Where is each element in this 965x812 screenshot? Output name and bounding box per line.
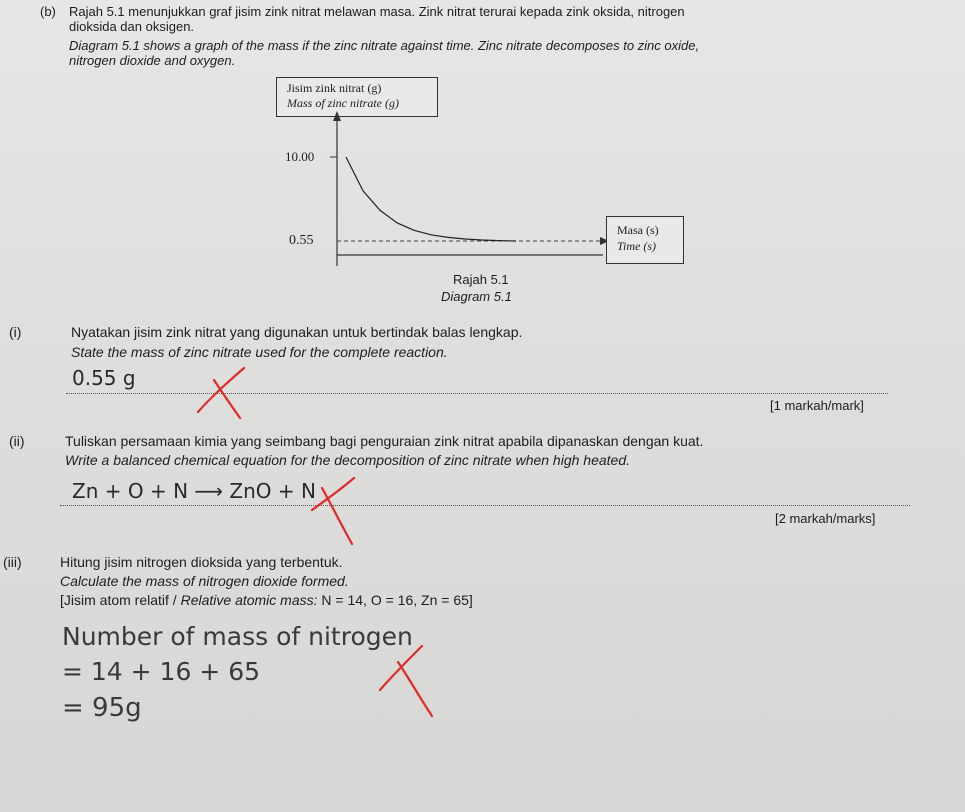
- working-line-2: = 14 + 16 + 65: [62, 657, 261, 686]
- question-i-malay: Nyatakan jisim zink nitrat yang digunakan untuk bertindak balas lengkap.: [71, 324, 523, 340]
- tick-label-top: 10.00: [285, 149, 315, 164]
- tick-label-bottom: 0.55: [289, 233, 314, 248]
- intro-english-line2: nitrogen dioxide and oxygen.: [69, 53, 236, 68]
- x-axis-label-malay: Masa (s): [617, 223, 659, 237]
- red-cross-iii-icon: [380, 646, 432, 716]
- marks-i: [1 markah/mark]: [770, 398, 864, 413]
- question-i-english: State the mass of zinc nitrate used for the complete reaction.: [71, 344, 448, 360]
- answer-ii-handwritten: Zn + O + N ⟶ ZnO + N: [72, 479, 316, 503]
- y-axis-label-english: Mass of zinc nitrate (g): [287, 96, 399, 110]
- caption-english: Diagram 5.1: [441, 289, 512, 304]
- intro-malay: Rajah 5.1 menunjukkan graf jisim zink nitrat melawan masa. Zink nitrat terurai kepada zink oksida, nitrogen: [69, 4, 685, 19]
- ram-prefix: [Jisim atom relatif /: [60, 592, 181, 608]
- question-ii-malay: Tuliskan persamaan kimia yang seimbang bagi penguraian zink nitrat apabila dipanaskan dengan kuat.: [65, 433, 704, 449]
- y-axis-label-malay: Jisim zink nitrat (g): [287, 81, 382, 95]
- ram-values: N = 14, O = 16, Zn = 65]: [317, 592, 473, 608]
- question-number-b: (b): [40, 4, 56, 19]
- red-cross-i-icon: [198, 368, 244, 418]
- x-axis-label-english: Time (s): [617, 239, 656, 253]
- question-iii-number: (iii): [3, 554, 22, 570]
- question-iii-english: Calculate the mass of nitrogen dioxide formed.: [60, 573, 349, 589]
- question-ii-english: Write a balanced chemical equation for the decomposition of zinc nitrate when high heated.: [65, 452, 631, 468]
- caption-malay: Rajah 5.1: [453, 272, 509, 287]
- working-line-3: = 95g: [62, 693, 142, 723]
- intro-english: Diagram 5.1 shows a graph of the mass if the zinc nitrate against time. Zinc nitrate decomposes to zinc oxide,: [69, 38, 700, 53]
- answer-i-handwritten: 0.55 g: [72, 366, 136, 390]
- marks-ii: [2 markah/marks]: [775, 511, 876, 526]
- ram-italic: Relative atomic mass:: [180, 592, 318, 608]
- working-line-1: Number of mass of nitrogen: [62, 622, 413, 651]
- question-ii-number: (ii): [9, 433, 25, 449]
- intro-malay-line2: dioksida dan oksigen.: [69, 19, 195, 34]
- question-i-number: (i): [9, 324, 22, 340]
- question-iii-malay: Hitung jisim nitrogen dioksida yang terbentuk.: [60, 554, 343, 570]
- red-cross-ii-icon: [312, 478, 354, 544]
